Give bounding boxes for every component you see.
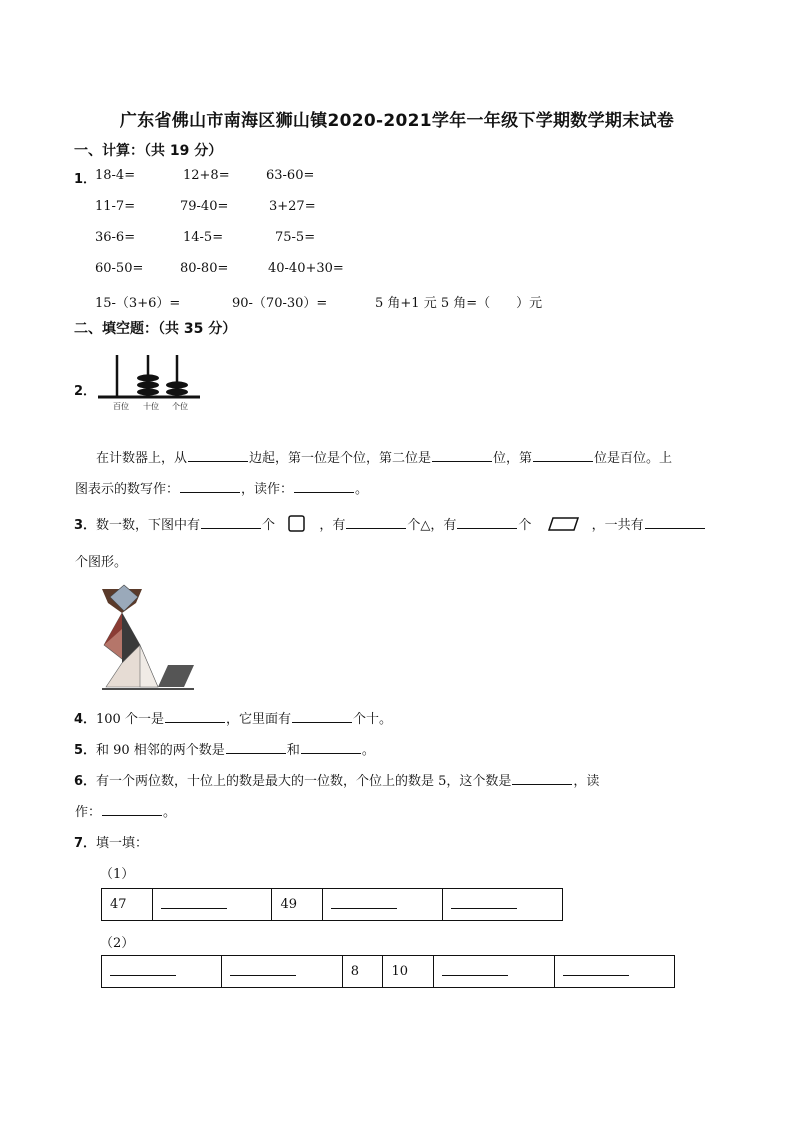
table-cell-blank[interactable] <box>323 889 443 921</box>
question-3-number: 3． <box>74 518 97 533</box>
q2-text: 图表示的数写作： <box>75 482 180 497</box>
q5-text: 和 <box>286 743 300 758</box>
table-cell: 47 <box>102 889 153 921</box>
abacus-figure <box>96 353 202 399</box>
q2-text: 位，第 <box>493 451 533 466</box>
calc-item: 60-50= <box>95 261 144 276</box>
q5-text: 和 90 相邻的两个数是 <box>96 743 225 758</box>
q6-text: ，读 <box>573 774 600 789</box>
calc-item: 11-7= <box>95 199 136 214</box>
answer-blank[interactable] <box>512 772 572 785</box>
table-cell-blank[interactable] <box>434 956 554 988</box>
q6-text: 作： <box>75 805 102 820</box>
answer-blank[interactable] <box>563 963 629 976</box>
q3-text: ，一共有 <box>591 518 644 533</box>
q4-text: ，它里面有 <box>225 712 291 727</box>
q3-text: 个△，有 <box>407 518 457 533</box>
answer-blank[interactable] <box>201 516 261 529</box>
answer-blank[interactable] <box>457 516 517 529</box>
calc-item: 79-40= <box>180 199 229 214</box>
q3-text: 个 <box>262 518 276 533</box>
answer-blank[interactable] <box>110 963 176 976</box>
section-1-heading: 一、计算：（共 19 分） <box>74 143 223 159</box>
calc-item: 40-40+30= <box>268 261 344 276</box>
q2-text: ，读作： <box>241 482 294 497</box>
question-4-number: 4． <box>74 712 97 727</box>
q2-line-1 <box>96 447 672 466</box>
number-sequence-table-1 <box>101 888 563 921</box>
table-cell: 10 <box>383 956 434 988</box>
q2-text: 在计数器上，从 <box>96 451 188 466</box>
calc-item: 75-5= <box>275 230 316 245</box>
q2-text: 边起，第一位是个位，第二位是 <box>249 451 432 466</box>
q5-text: 。 <box>361 743 375 758</box>
question-7-number: 7． <box>74 836 97 851</box>
table-cell-blank[interactable] <box>554 956 674 988</box>
answer-blank[interactable] <box>645 516 705 529</box>
q4-text: 100 个一是 <box>96 712 164 727</box>
question-5-number: 5． <box>74 743 97 758</box>
calc-item: 3+27= <box>269 199 316 214</box>
answer-blank[interactable] <box>533 449 593 462</box>
question-6-number: 6． <box>74 774 97 789</box>
calc-item: 90-（70-30）= <box>232 296 328 311</box>
q7-part-2-label: （2） <box>100 936 135 951</box>
answer-blank[interactable] <box>292 710 352 723</box>
answer-blank[interactable] <box>346 516 406 529</box>
answer-blank[interactable] <box>294 480 354 493</box>
answer-blank[interactable] <box>331 896 397 909</box>
q7-part-1-label: （1） <box>100 867 135 882</box>
q6-text: 有一个两位数，十位上的数是最大的一位数，个位上的数是 5，这个数是 <box>96 774 512 789</box>
q7-label: 填一填： <box>96 836 149 851</box>
q5-line <box>96 739 375 758</box>
calc-item: 15-（3+6）= <box>95 296 181 311</box>
calc-item: 36-6= <box>95 230 136 245</box>
calc-item: 12+8= <box>183 168 230 183</box>
calc-item: 18-4= <box>95 168 136 183</box>
answer-blank[interactable] <box>165 710 225 723</box>
answer-blank[interactable] <box>102 803 162 816</box>
number-sequence-table-2 <box>101 955 675 988</box>
answer-blank[interactable] <box>451 896 517 909</box>
calc-item: 63-60= <box>266 168 315 183</box>
answer-blank[interactable] <box>442 963 508 976</box>
q6-text: 。 <box>163 805 177 820</box>
table-cell-blank[interactable] <box>222 956 342 988</box>
q3-line-1 <box>96 514 706 533</box>
abacus-label-tens: 十位 <box>143 402 159 411</box>
answer-blank[interactable] <box>188 449 248 462</box>
q3-text: 数一数，下图中有 <box>96 518 201 533</box>
section-2-heading: 二、填空题：（共 35 分） <box>74 321 237 337</box>
calc-item: 5 角+1 元 5 角=（ ）元 <box>375 296 543 311</box>
q6-line-1 <box>96 770 599 789</box>
q3-text: 个 <box>518 518 532 533</box>
page-title: 广东省佛山市南海区狮山镇2020-2021学年一年级下学期数学期末试卷 <box>119 111 675 131</box>
q4-line <box>96 708 392 727</box>
q2-text: 位是百位。上 <box>594 451 673 466</box>
q4-text: 个十。 <box>352 712 392 727</box>
table-cell-blank[interactable] <box>102 956 222 988</box>
calc-item: 14-5= <box>183 230 224 245</box>
square-shape-icon <box>287 515 307 533</box>
question-2-number: 2． <box>74 384 97 399</box>
table-cell: 49 <box>272 889 323 921</box>
q3-line-2: 个图形。 <box>75 555 128 570</box>
abacus-label-hundreds: 百位 <box>113 402 129 411</box>
answer-blank[interactable] <box>301 741 361 754</box>
q3-text: ，有 <box>319 518 346 533</box>
tangram-figure <box>100 583 196 693</box>
calc-item: 80-80= <box>180 261 229 276</box>
q2-text: 。 <box>355 482 369 497</box>
question-1-number: 1． <box>74 172 97 187</box>
answer-blank[interactable] <box>161 896 227 909</box>
abacus-label-ones: 个位 <box>172 402 188 411</box>
parallelogram-shape-icon <box>547 516 581 532</box>
table-cell-blank[interactable] <box>442 889 562 921</box>
answer-blank[interactable] <box>226 741 286 754</box>
answer-blank[interactable] <box>432 449 492 462</box>
q2-line-2 <box>75 478 368 497</box>
answer-blank[interactable] <box>180 480 240 493</box>
answer-blank[interactable] <box>230 963 296 976</box>
table-cell: 8 <box>342 956 383 988</box>
table-cell-blank[interactable] <box>152 889 272 921</box>
q6-line-2 <box>75 801 176 820</box>
